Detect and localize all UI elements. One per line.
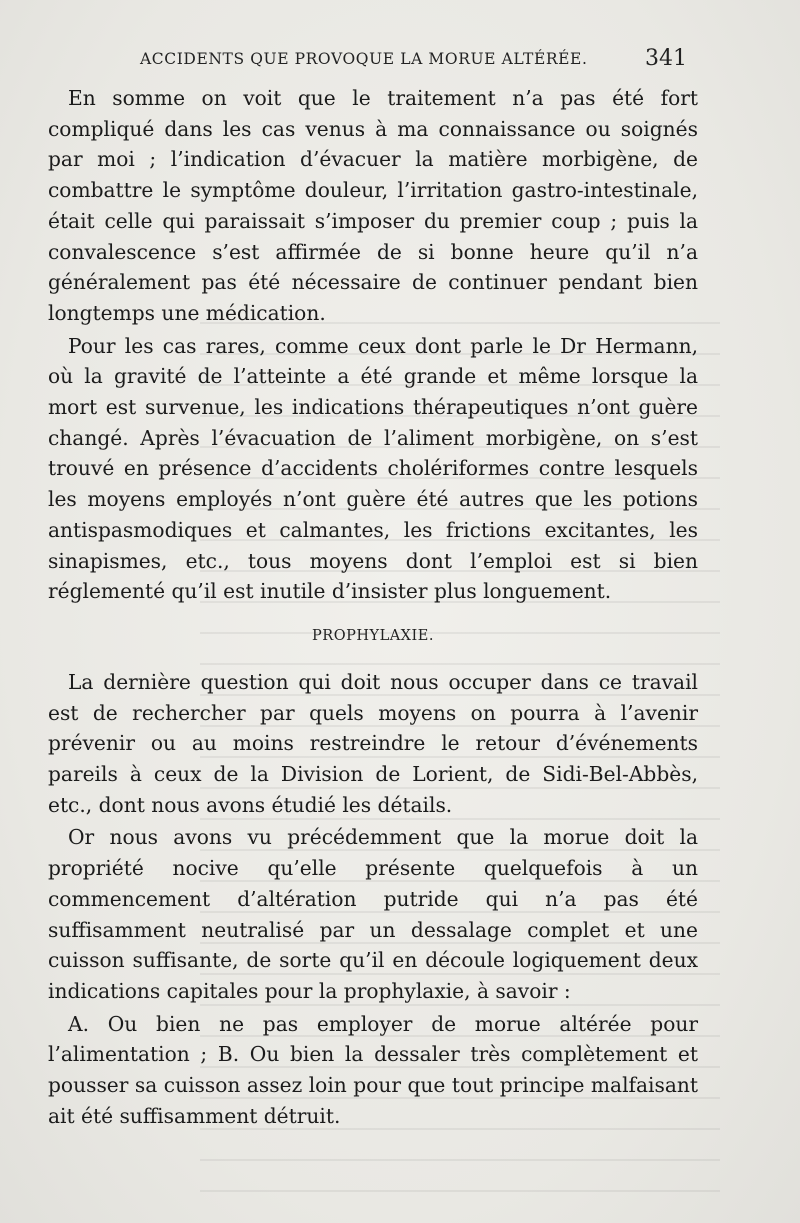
paragraph-prophylaxis-question: La dernière question qui doit nous occuper dans ce travail est de rechercher par quels moyens on pourra à l’avenir prévenir ou au moins restreindre le retour d’événements pareils à ceux de la Division de Lorient, de Sidi-Bel-Abbès, etc., dont nous avons étudié les détails. — [48, 669, 698, 817]
page-header — [0, 48, 800, 74]
paragraph-treatment-summary: En somme on voit que le traitement n’a pas été fort compliqué dans les cas venus à ma connaissance ou soignés par moi ; l’indication d’évacuer la matière morbigène, de combattre le symptôme douleur, l’irritation gastro-intestinale, était celle qui paraissait s’imposer du premier coup ; puis la convalescence s’est affirmée de si bonne heure qu’il n’a généralement pas été nécessaire de continuer pendant bien longtemps une médication. — [48, 86, 698, 325]
paragraph-rare-cases: Pour les cas rares, comme ceux dont parle le Dr Hermann, où la gravité de l’atteinte a été grande et même lorsque la mort est survenue, les indications thérapeutiques n’ont guère changé. Après l’évacuation de l’aliment morbigène, on s’est trouvé en présence d’accidents cholériformes contre lesquels les moyens employés n’ont guère été autres que les potions antispasmodiques et calmantes, les frictions excitantes, les sinapismes, etc., tous moyens dont l’emploi est si bien réglementé qu’il est inutile d’insister plus longuement. — [48, 333, 698, 604]
section-title: PROPHYLAXIE. — [312, 627, 434, 644]
paragraph-putrid-alteration: Or nous avons vu précédemment que la morue doit la propriété nocive qu’elle présente quelquefois à un commencement d’altération putride qui n’a pas été suffisamment neutralisé par un dessalage complet et une cuisson suffisante, de sorte qu’il en découle logiquement deux indications capitales pour la prophylaxie, à savoir : — [48, 825, 698, 1003]
paragraph-indications: A. Ou bien ne pas employer de morue altérée pour l’alimentation ; B. Ou bien la dessaler très complètement et pousser sa cuisson assez loin pour que tout principe malfaisant ait été suffisamment détruit. — [48, 1011, 698, 1128]
running-head: ACCIDENTS QUE PROVOQUE LA MORUE ALTÉRÉE. — [140, 50, 588, 68]
page-number: 341 — [645, 46, 687, 71]
page-body — [48, 83, 698, 1134]
